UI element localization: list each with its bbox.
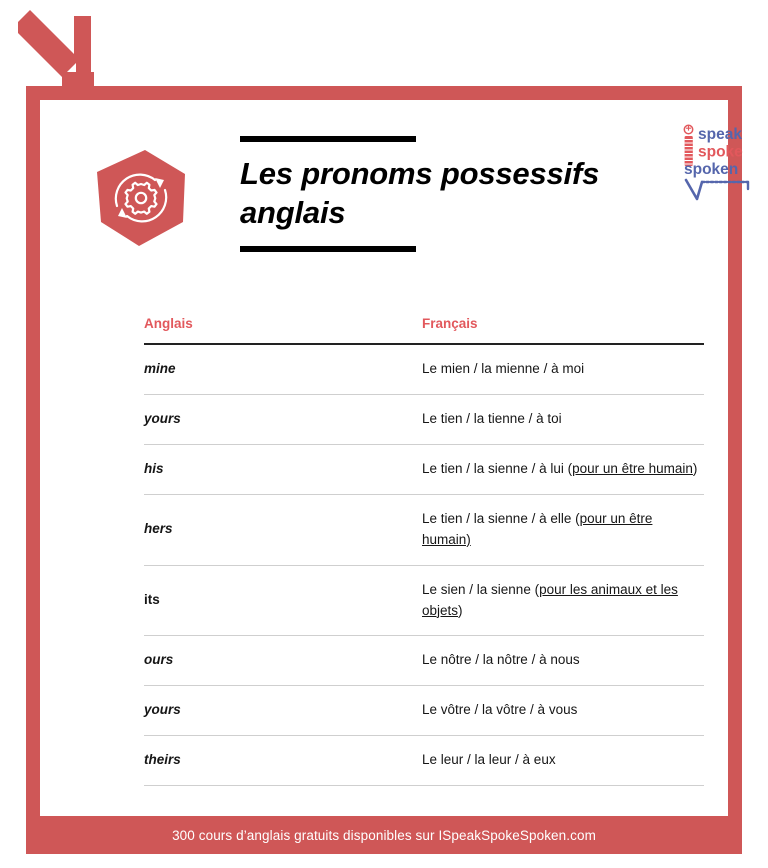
pronouns-table xyxy=(144,316,704,786)
footer-text: 300 cours d’anglais gratuits disponibles sur ISpeakSpokeSpoken.com xyxy=(172,827,596,843)
page-title-line-2: anglais xyxy=(240,195,346,231)
logo-line-1: speak xyxy=(698,126,742,143)
french-text: Le tien / la tienne / à toi xyxy=(422,410,562,426)
french-note: pour un être humain) xyxy=(422,510,653,547)
cell-english: theirs xyxy=(144,736,422,786)
page-title xyxy=(240,154,650,232)
cell-english: ours xyxy=(144,636,422,686)
french-note: pour les animaux et les objets xyxy=(422,581,678,618)
table-row xyxy=(144,686,704,736)
cell-english: yours xyxy=(144,394,422,444)
french-text: Le vôtre / la vôtre / à vous xyxy=(422,702,578,718)
cell-french xyxy=(422,494,704,565)
cell-english: yours xyxy=(144,686,422,736)
french-tail: ) xyxy=(692,460,698,476)
french-text: Le nôtre / la nôtre / à nous xyxy=(422,652,580,668)
poster-frame xyxy=(26,86,742,854)
french-text: Le tien / la sienne / à elle ( xyxy=(422,510,580,526)
table-body xyxy=(144,344,704,786)
cell-french xyxy=(422,636,704,686)
cell-french xyxy=(422,444,704,494)
french-note: pour un être humain xyxy=(572,460,693,476)
gear-refresh-icon xyxy=(93,148,189,248)
cell-french xyxy=(422,736,704,786)
cell-english: hers xyxy=(144,494,422,565)
table-row xyxy=(144,736,704,786)
cell-french xyxy=(422,565,704,636)
french-text: Le sien / la sienne ( xyxy=(422,581,540,597)
footer xyxy=(40,816,728,854)
table-row xyxy=(144,494,704,565)
table-header-row xyxy=(144,316,704,344)
column-header-anglais: Anglais xyxy=(144,316,193,331)
french-text: Le mien / la mienne / à moi xyxy=(422,361,585,376)
page-title-block xyxy=(240,136,650,252)
table-row xyxy=(144,394,704,444)
logo-line-2: spoke xyxy=(698,143,743,161)
table-row xyxy=(144,565,704,636)
table-header xyxy=(144,316,704,344)
table-row xyxy=(144,344,704,394)
page-title-line-1: Les pronoms possessifs xyxy=(240,156,600,191)
brand-logo[interactable] xyxy=(680,123,764,205)
table-row xyxy=(144,636,704,686)
arrow-down-right-icon xyxy=(14,10,94,90)
french-text: Le tien / la sienne / à lui ( xyxy=(422,460,573,476)
cell-french xyxy=(422,394,704,444)
column-header-francais: Français xyxy=(422,316,478,331)
cell-english: his xyxy=(144,444,422,494)
logo-line-3: spoken xyxy=(684,161,739,178)
checkmark-icon xyxy=(686,180,748,199)
cell-english: its xyxy=(144,565,422,636)
poster-header xyxy=(40,100,743,290)
french-text: Le leur / la leur / à eux xyxy=(422,752,556,768)
french-tail: ) xyxy=(458,602,463,618)
title-rule-bottom xyxy=(240,246,416,252)
cell-english: mine xyxy=(144,344,422,394)
cell-french xyxy=(422,686,704,736)
title-rule-top xyxy=(240,136,416,142)
table-row xyxy=(144,444,704,494)
cell-french xyxy=(422,344,704,394)
poster-content xyxy=(40,100,743,816)
